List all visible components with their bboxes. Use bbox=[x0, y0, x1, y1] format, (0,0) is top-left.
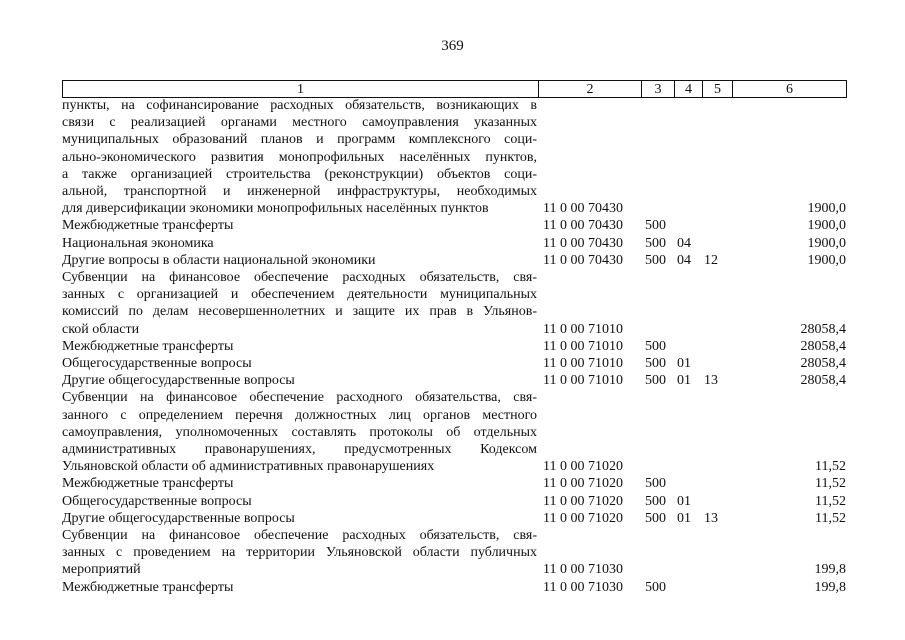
description-line: Ульяновской области об административных правонарушениях bbox=[62, 459, 435, 475]
description-line: пункты, на софинансирование расходных обязательств, возникающих в bbox=[62, 98, 537, 113]
description-line: мероприятий bbox=[62, 562, 141, 578]
description-line: ально-экономического развития монопрофильных населённых пунктов, bbox=[62, 149, 537, 165]
description-line: ской области bbox=[62, 321, 140, 337]
description-line: а также организацией строительства (реконструкции) объектов соци- bbox=[62, 166, 537, 182]
row-amount: 1900,0 bbox=[807, 235, 846, 251]
description-line: комиссий по делам несовершеннолетних и защите их прав в Ульянов- bbox=[62, 304, 537, 320]
row-subsection bbox=[704, 527, 733, 579]
row-section bbox=[677, 338, 704, 355]
row-amount: 1900,0 bbox=[807, 252, 846, 268]
row-target-code: 11 0 00 70430 bbox=[543, 235, 623, 251]
row-amount: 28058,4 bbox=[800, 373, 846, 389]
row-amount: 11,52 bbox=[815, 459, 846, 475]
description-line: Национальная экономика bbox=[62, 235, 214, 251]
description-line: Межбюджетные трансферты bbox=[62, 579, 234, 595]
row-amount: 1900,0 bbox=[807, 218, 846, 234]
column-header-table bbox=[62, 80, 847, 98]
row-section bbox=[677, 389, 704, 475]
description-line: самоуправления, уполномоченных составлять протоколы об отдельных bbox=[62, 424, 537, 440]
column-header-2: 2 bbox=[539, 81, 642, 98]
row-section bbox=[677, 269, 704, 338]
row-description bbox=[62, 372, 537, 389]
description-line: Субвенции на финансовое обеспечение расходных обязательств, свя- bbox=[62, 270, 537, 286]
row-description bbox=[62, 252, 537, 269]
row-expense-type: 500 bbox=[645, 373, 666, 389]
description-line: муниципальных образований планов и программ комплексного соци- bbox=[62, 132, 537, 148]
row-subsection: 13 bbox=[704, 510, 718, 526]
table-row bbox=[62, 252, 848, 269]
row-section: 04 bbox=[677, 252, 691, 268]
row-target-code: 11 0 00 70430 bbox=[543, 218, 623, 234]
row-target-code: 11 0 00 71030 bbox=[543, 579, 623, 595]
row-target-code: 11 0 00 71010 bbox=[543, 338, 623, 354]
row-target-code: 11 0 00 71020 bbox=[543, 476, 623, 492]
description-line: для диверсификации экономики монопрофильных населённых пунктов bbox=[62, 201, 489, 217]
description-line: Субвенции на финансовое обеспечение расходного обязательства, свя- bbox=[62, 390, 537, 406]
row-section: 01 bbox=[677, 493, 691, 509]
row-description bbox=[62, 510, 537, 527]
row-expense-type bbox=[645, 389, 677, 475]
row-amount: 199,8 bbox=[814, 579, 846, 595]
column-header-row bbox=[63, 81, 847, 98]
description-line: Другие общегосударственные вопросы bbox=[62, 510, 295, 526]
row-target-code: 11 0 00 71020 bbox=[543, 493, 623, 509]
description-line: занных с организацией и обеспечением деятельности муниципальных bbox=[62, 287, 537, 303]
row-subsection bbox=[704, 97, 733, 217]
row-description bbox=[62, 338, 537, 355]
row-subsection bbox=[704, 579, 733, 596]
row-section: 01 bbox=[677, 510, 691, 526]
description-line: Другие общегосударственные вопросы bbox=[62, 373, 295, 389]
row-expense-type: 500 bbox=[645, 493, 666, 509]
row-description bbox=[62, 579, 537, 596]
row-expense-type: 500 bbox=[645, 579, 666, 595]
row-subsection bbox=[704, 338, 733, 355]
row-amount: 199,8 bbox=[814, 562, 846, 578]
row-description bbox=[62, 389, 537, 475]
table-row bbox=[62, 217, 848, 234]
row-expense-type: 500 bbox=[645, 235, 666, 251]
row-target-code: 11 0 00 71020 bbox=[543, 459, 623, 475]
description-line: альной, транспортной и инженерной инфраструктуры, необходимых bbox=[62, 184, 537, 200]
row-subsection bbox=[704, 493, 733, 510]
row-section bbox=[677, 97, 704, 217]
row-amount: 28058,4 bbox=[800, 356, 846, 372]
row-description bbox=[62, 235, 537, 252]
description-line: Другие вопросы в области национальной экономики bbox=[62, 252, 376, 268]
table-row bbox=[62, 510, 848, 527]
table-row bbox=[62, 372, 848, 389]
row-expense-type bbox=[645, 269, 677, 338]
table-row bbox=[62, 269, 848, 338]
description-line: Субвенции на финансовое обеспечение расходных обязательств, свя- bbox=[62, 528, 537, 544]
table-row bbox=[62, 97, 848, 217]
row-target-code: 11 0 00 71030 bbox=[543, 562, 623, 578]
row-target-code: 11 0 00 71010 bbox=[543, 356, 623, 372]
page-number: 369 bbox=[441, 38, 464, 54]
description-line: Межбюджетные трансферты bbox=[62, 476, 234, 492]
row-subsection: 12 bbox=[704, 252, 718, 268]
row-target-code: 11 0 00 71010 bbox=[543, 321, 623, 337]
row-expense-type bbox=[645, 97, 677, 217]
row-amount: 28058,4 bbox=[800, 338, 846, 354]
row-section bbox=[677, 579, 704, 596]
row-target-code: 11 0 00 71020 bbox=[543, 510, 623, 526]
column-header-1: 1 bbox=[63, 81, 539, 98]
description-line: Межбюджетные трансферты bbox=[62, 218, 234, 234]
row-description bbox=[62, 217, 537, 234]
row-description bbox=[62, 475, 537, 492]
row-section bbox=[677, 475, 704, 492]
table-row bbox=[62, 475, 848, 492]
row-target-code: 11 0 00 70430 bbox=[543, 201, 623, 217]
row-expense-type: 500 bbox=[645, 252, 666, 268]
row-subsection bbox=[704, 355, 733, 372]
column-header-6: 6 bbox=[733, 81, 847, 98]
row-amount: 11,52 bbox=[815, 493, 846, 509]
table-row bbox=[62, 235, 848, 252]
column-header-3: 3 bbox=[642, 81, 675, 98]
table-row bbox=[62, 527, 848, 579]
description-line: Общегосударственные вопросы bbox=[62, 356, 252, 372]
budget-table bbox=[62, 97, 848, 596]
row-description bbox=[62, 355, 537, 372]
row-subsection bbox=[704, 389, 733, 475]
row-subsection bbox=[704, 269, 733, 338]
row-description bbox=[62, 269, 537, 338]
description-line: Межбюджетные трансферты bbox=[62, 338, 234, 354]
row-description bbox=[62, 493, 537, 510]
description-line: связи с реализацией органами местного самоуправления указанных bbox=[62, 115, 537, 131]
row-target-code: 11 0 00 70430 bbox=[543, 252, 623, 268]
budget-table-body bbox=[62, 97, 848, 596]
description-line: административных правонарушениях, предусмотренных Кодексом bbox=[62, 442, 537, 458]
row-amount: 1900,0 bbox=[807, 201, 846, 217]
row-expense-type: 500 bbox=[645, 356, 666, 372]
row-amount: 11,52 bbox=[815, 510, 846, 526]
column-header-5: 5 bbox=[703, 81, 733, 98]
row-subsection bbox=[704, 217, 733, 234]
description-line: занного с определением перечня должностных лиц органов местного bbox=[62, 407, 537, 423]
table-row bbox=[62, 493, 848, 510]
table-row bbox=[62, 389, 848, 475]
table-row bbox=[62, 579, 848, 596]
row-section: 01 bbox=[677, 356, 691, 372]
table-row bbox=[62, 355, 848, 372]
column-header-4: 4 bbox=[675, 81, 703, 98]
row-section bbox=[677, 527, 704, 579]
table-row bbox=[62, 338, 848, 355]
description-line: Общегосударственные вопросы bbox=[62, 493, 252, 509]
row-subsection bbox=[704, 235, 733, 252]
row-expense-type: 500 bbox=[645, 476, 666, 492]
row-section bbox=[677, 217, 704, 234]
row-subsection bbox=[704, 475, 733, 492]
row-expense-type bbox=[645, 527, 677, 579]
row-section: 01 bbox=[677, 373, 691, 389]
row-subsection: 13 bbox=[704, 373, 718, 389]
row-amount: 28058,4 bbox=[800, 321, 846, 337]
row-expense-type: 500 bbox=[645, 218, 666, 234]
row-target-code: 11 0 00 71010 bbox=[543, 373, 623, 389]
row-description bbox=[62, 527, 537, 579]
row-expense-type: 500 bbox=[645, 510, 666, 526]
row-amount: 11,52 bbox=[815, 476, 846, 492]
row-description bbox=[62, 97, 537, 217]
row-expense-type: 500 bbox=[645, 338, 666, 354]
description-line: занных с проведением на территории Ульяновской области публичных bbox=[62, 545, 537, 561]
row-section: 04 bbox=[677, 235, 691, 251]
